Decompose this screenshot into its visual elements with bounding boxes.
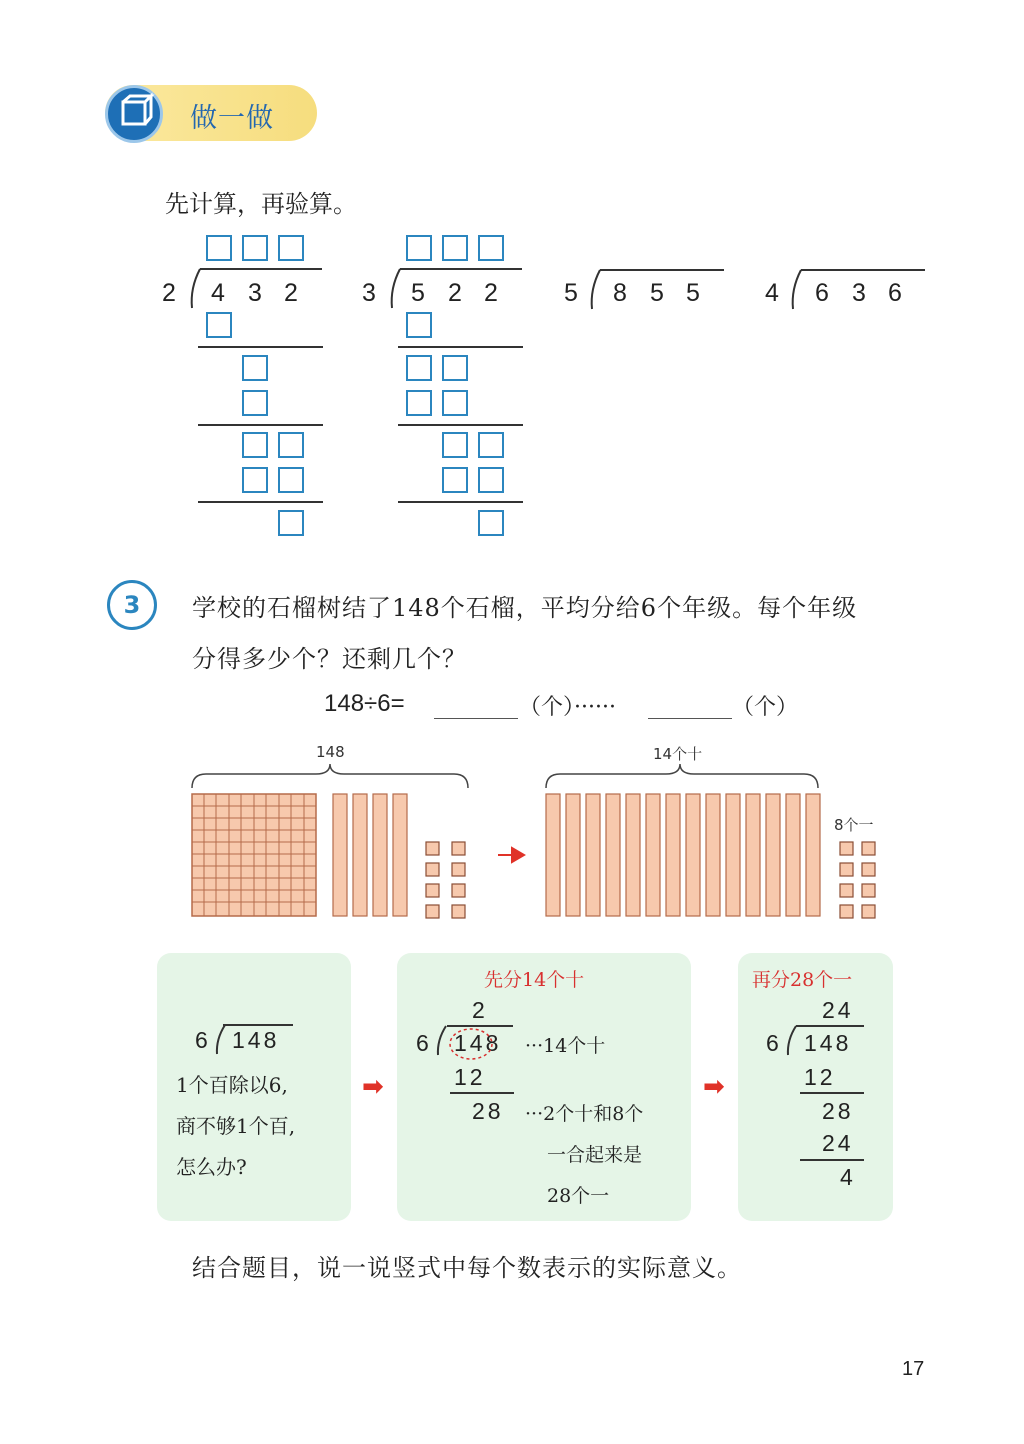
dividend-digit: 6: [815, 279, 829, 307]
highlight-circle: [448, 1027, 494, 1061]
panel2-product: 12: [454, 1064, 486, 1090]
panel3-divisor: 6: [766, 1030, 782, 1056]
dividend-digit: 4: [211, 279, 225, 307]
division-bracket: [213, 1024, 227, 1056]
answer-box[interactable]: [278, 432, 304, 458]
blocks-label-tens: 14个十: [653, 745, 703, 763]
answer-box[interactable]: [442, 355, 468, 381]
answer-box[interactable]: [442, 432, 468, 458]
answer-box[interactable]: [206, 235, 232, 261]
answer-box[interactable]: [278, 510, 304, 536]
panel3-product1: 12: [804, 1064, 836, 1090]
divisor: 4: [765, 279, 779, 307]
panel2-note: 一合起来是: [547, 1144, 643, 1166]
panel2-dividend: 148: [454, 1030, 502, 1056]
division-bracket: [434, 1025, 448, 1057]
answer-box[interactable]: [478, 235, 504, 261]
answer-box[interactable]: [242, 432, 268, 458]
panel3-step2: 28: [822, 1098, 854, 1124]
answer-box[interactable]: [206, 312, 232, 338]
arrow-right-icon: ➡: [362, 1072, 384, 1102]
answer-box[interactable]: [278, 235, 304, 261]
panel2-note: 28个一: [547, 1185, 610, 1207]
panel3-dividend: 148: [804, 1030, 852, 1056]
answer-box[interactable]: [478, 432, 504, 458]
dividend-digit: 3: [248, 279, 262, 307]
dividend-digit: 5: [411, 279, 425, 307]
panel1-divisor: 6: [195, 1027, 211, 1053]
answer-box[interactable]: [442, 467, 468, 493]
divisor: 5: [564, 279, 578, 307]
dividend-digit: 2: [448, 279, 462, 307]
panel1-text: 怎么办?: [176, 1155, 247, 1179]
division-bracket: [789, 269, 803, 311]
equation: 148÷6=: [324, 690, 405, 717]
dividend-digit: 2: [284, 279, 298, 307]
dividend-digit: 3: [852, 279, 866, 307]
answer-box[interactable]: [242, 467, 268, 493]
division-bracket: [784, 1025, 798, 1057]
divisor: 3: [362, 279, 376, 307]
answer-blank-remainder[interactable]: [648, 718, 732, 719]
answer-box[interactable]: [406, 355, 432, 381]
dividend-digit: 6: [888, 279, 902, 307]
divisor: 2: [162, 279, 176, 307]
panel2-quotient: 2: [472, 997, 488, 1023]
answer-box[interactable]: [278, 467, 304, 493]
panel-step2: [397, 953, 691, 1221]
division-bracket: [188, 268, 202, 310]
panel2-note: ···2个十和8个: [525, 1103, 644, 1125]
panel1-text: 1个百除以6,: [176, 1073, 288, 1097]
problem-number: 3: [107, 580, 157, 630]
answer-box[interactable]: [478, 510, 504, 536]
panel2-note: ···14个十: [525, 1035, 606, 1057]
base-ten-blocks-illustration: [180, 760, 900, 930]
blocks-label-ones: 8个一: [834, 816, 874, 834]
section-title: 做一做: [190, 103, 274, 134]
unit-label: （个）······: [519, 695, 616, 720]
answer-box[interactable]: [406, 235, 432, 261]
answer-blank-quotient[interactable]: [434, 718, 518, 719]
panel3-title: 再分28个一: [752, 969, 853, 991]
page-number: 17: [902, 1358, 925, 1380]
answer-box[interactable]: [242, 355, 268, 381]
panel1-text: 商不够1个百,: [176, 1114, 296, 1138]
answer-box[interactable]: [442, 390, 468, 416]
panel2-title: 先分14个十: [484, 969, 585, 991]
answer-box[interactable]: [406, 390, 432, 416]
panel2-remainder: 28: [472, 1098, 504, 1124]
answer-box[interactable]: [406, 312, 432, 338]
cube-icon: [105, 85, 163, 143]
division-bracket: [388, 268, 402, 310]
dividend-digit: 8: [613, 279, 627, 307]
answer-box[interactable]: [242, 235, 268, 261]
panel3-quotient: 24: [822, 997, 854, 1023]
answer-box[interactable]: [442, 235, 468, 261]
dividend-digit: 5: [650, 279, 664, 307]
unit-label: （个）: [732, 695, 799, 720]
panel3-remainder: 4: [840, 1164, 856, 1190]
dividend-digit: 2: [484, 279, 498, 307]
answer-box[interactable]: [242, 390, 268, 416]
panel1-dividend: 148: [232, 1027, 280, 1053]
dividend-digit: 5: [686, 279, 700, 307]
problem-text-line2: 分得多少个？还剩几个？: [192, 645, 467, 673]
arrow-right-icon: ➡: [703, 1072, 725, 1102]
panel2-divisor: 6: [416, 1030, 432, 1056]
discussion-prompt: 结合题目，说一说竖式中每个数表示的实际意义。: [192, 1254, 742, 1282]
answer-box[interactable]: [478, 467, 504, 493]
division-bracket: [588, 269, 602, 311]
problem-text-line1: 学校的石榴树结了148个石榴，平均分给6个年级。每个年级: [192, 594, 858, 622]
exercise-instruction: 先计算，再验算。: [165, 190, 357, 218]
blocks-label-148: 148: [316, 743, 345, 761]
panel3-product2: 24: [822, 1130, 854, 1156]
